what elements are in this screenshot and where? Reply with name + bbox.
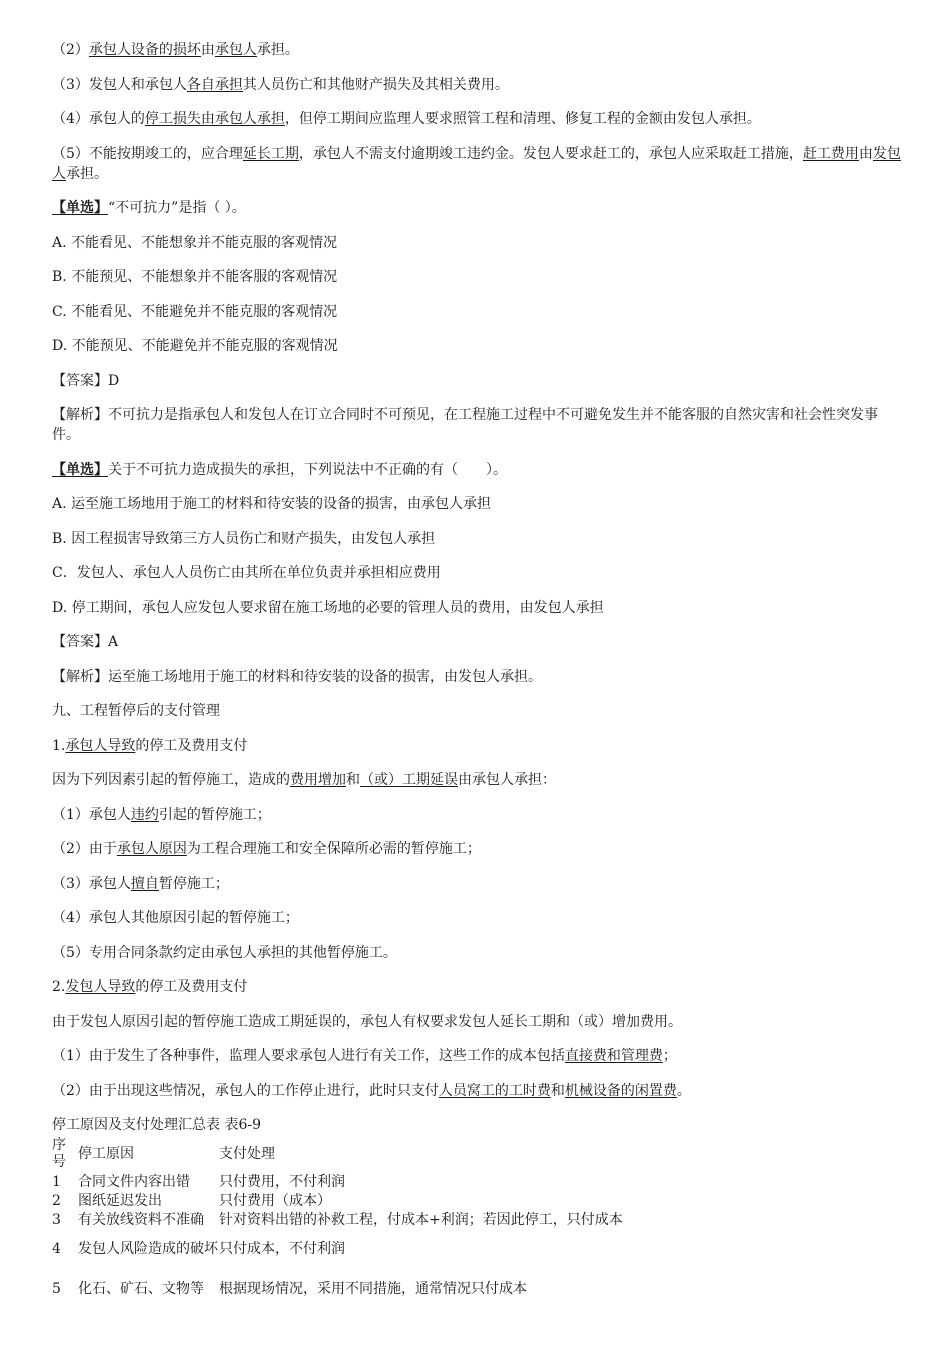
table-row: 5 化石、矿石、文物等 根据现场情况，采用不同措施，通常情况只付成本 (52, 1280, 527, 1297)
question-2-answer: 【答案】A (52, 634, 119, 650)
contractor-item-5: （5）专用合同条款约定由承包人承担的其他暂停施工。 (52, 944, 397, 961)
question-1-option-c: C. 不能看见、不能避免并不能克服的客观情况 (52, 303, 338, 320)
table-row: 2 图纸延迟发出 只付费用（成本） (52, 1193, 331, 1209)
question-2-stem: 【单选】关于不可抗力造成损失的承担，下列说法中不正确的有（ ）。 (52, 461, 507, 478)
question-2-option-b: B. 因工程损害导致第三方人员伤亡和财产损失，由发包人承担 (52, 530, 436, 547)
header-payment: 支付处理 (219, 1145, 275, 1162)
employer-intro: 由于发包人原因引起的暂停施工造成工期延误的，承包人有权要求发包人延长工期和（或）增加费用。 (52, 1013, 682, 1030)
document-page (52, 40, 902, 1310)
question-2-option-a: A. 运至施工场地用于施工的材料和待安装的设备的损害，由承包人承担 (52, 496, 492, 512)
employer-item-2: （2）由于出现这些情况，承包人的工作停止进行，此时只支付人员窝工的工时费和机械设备的闲置费。 (52, 1082, 691, 1099)
table-row: 1 合同文件内容出错 只付费用，不付利润 (52, 1174, 345, 1190)
question-2-option-c: C．发包人、承包人人员伤亡由其所在单位负责并承担相应费用 (52, 565, 441, 581)
table-row: 4 发包人风险造成的破坏 只付成本，不付利润 (52, 1240, 345, 1257)
question-1-explanation: 【解析】不可抗力是指承包人和发包人在订立合同时不可预见，在工程施工过程中不可避免发生并不能客服的自然灾害和社会性突发事件。 (52, 407, 878, 443)
table-caption: 停工原因及支付处理汇总表 表6-9 (52, 1117, 261, 1133)
question-1-answer: 【答案】D (52, 372, 120, 389)
section-heading-9: 九、工程暂停后的支付管理 (52, 703, 220, 719)
contractor-item-1: （1）承包人违约引起的暂停施工； (52, 806, 271, 823)
para-personnel-loss: （3）发包人和承包人各自承担其人员伤亡和其他财产损失及其相关费用。 (52, 76, 509, 93)
question-tag: 【单选】 (52, 461, 108, 478)
table-header-row (52, 1135, 623, 1173)
question-2-explanation: 【解析】运至施工场地用于施工的材料和待安装的设备的损害，由发包人承担。 (52, 668, 542, 685)
header-reason: 停工原因 (78, 1145, 134, 1162)
header-serial: 序号 (52, 1137, 66, 1170)
para-equipment-damage: （2）承包人设备的损坏由承包人承担。 (52, 42, 299, 58)
contractor-item-3: （3）承包人擅自暂停施工； (52, 875, 229, 892)
para-delay: （5）不能按期竣工的，应合理延长工期，承包人不需支付逾期竣工违约金。发包人要求赶工的，承包人应采取赶工措施，赶工费用由发包人承担。 (52, 145, 901, 182)
question-1-option-b: B. 不能预见、不能想象并不能客服的客观情况 (52, 269, 338, 285)
employer-item-1: （1）由于发生了各种事件，监理人要求承包人进行有关工作，这些工作的成本包括直接费和管理费； (52, 1048, 677, 1064)
question-1-option-d: D. 不能预见、不能避免并不能克服的客观情况 (52, 338, 338, 354)
question-1-option-a: A. 不能看见、不能想象并不能克服的客观情况 (52, 234, 338, 251)
para-stoppage-loss: （4）承包人的停工损失由承包人承担，但停工期间应监理人要求照管工程和清理、修复工程的金额由发包人承担。 (52, 111, 761, 127)
stoppage-table (52, 1135, 623, 1310)
question-1-stem: 【单选】“不可抗力”是指（ ）。 (52, 200, 246, 216)
subsection-contractor: 1.承包人导致的停工及费用支付 (52, 737, 248, 754)
subsection-employer: 2.发包人导致的停工及费用支付 (52, 979, 248, 995)
contractor-intro: 因为下列因素引起的暂停施工，造成的费用增加和（或）工期延误由承包人承担： (52, 772, 556, 788)
contractor-item-2: （2）由于承包人原因为工程合理施工和安全保障所必需的暂停施工； (52, 841, 481, 857)
table-row: 3 有关放线资料不准确 针对资料出错的补救工程，付成本+利润；若因此停工，只付成本 (52, 1212, 623, 1228)
question-tag: 【单选】 (52, 200, 108, 216)
question-2-option-d: D. 停工期间，承包人应发包人要求留在施工场地的必要的管理人员的费用，由发包人承担 (52, 599, 604, 616)
contractor-item-4: （4）承包人其他原因引起的暂停施工； (52, 910, 299, 926)
